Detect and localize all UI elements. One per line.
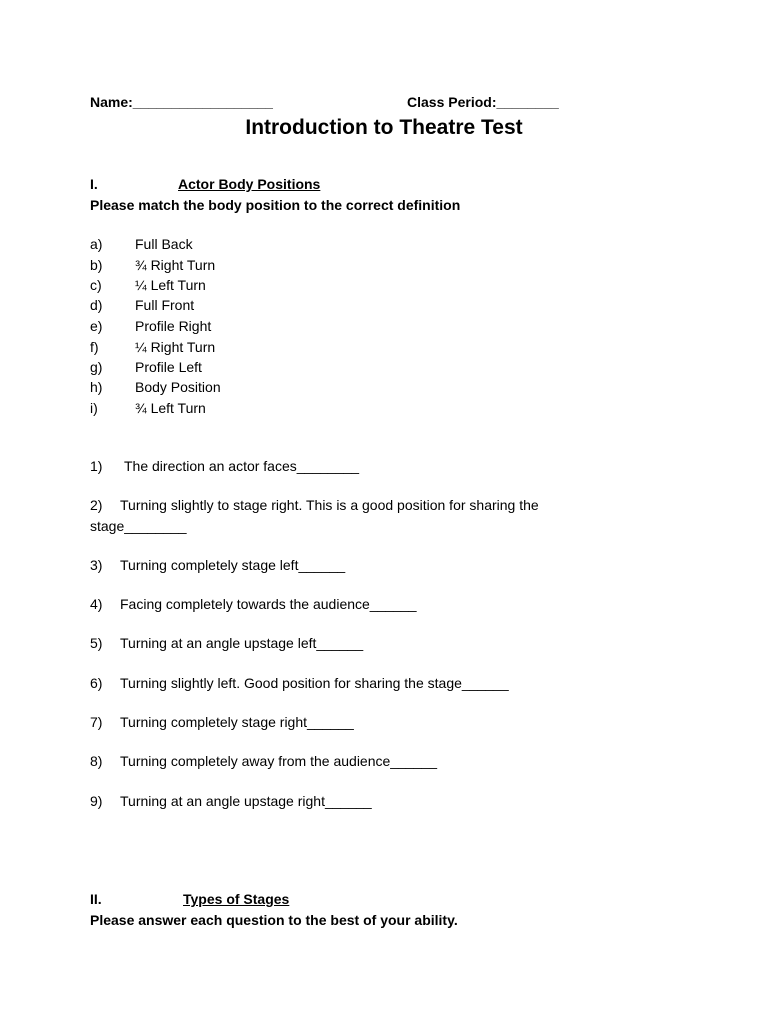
question-text: Facing completely towards the audience______ — [120, 596, 417, 612]
question-number: 7) — [90, 714, 103, 730]
section-1-instructions: Please match the body position to the correct definition — [90, 197, 461, 213]
option-letter: g) — [90, 359, 103, 375]
section-2-instructions: Please answer each question to the best of your ability. — [90, 912, 458, 928]
question-number: 8) — [90, 753, 103, 769]
question-text: Turning at an angle upstage left______ — [120, 635, 364, 651]
section-1-numeral: I. — [90, 176, 98, 192]
question-number: 6) — [90, 675, 103, 691]
option-letter: e) — [90, 318, 103, 334]
option-text: ¾ Right Turn — [135, 257, 216, 273]
question-text: Turning completely stage left______ — [120, 557, 346, 573]
option-text: ¾ Left Turn — [135, 400, 206, 416]
option-text: Profile Right — [135, 318, 212, 334]
class-period-field-label: Class Period:________ — [407, 94, 559, 110]
option-text: Full Back — [135, 236, 193, 252]
question-number: 3) — [90, 557, 103, 573]
option-letter: b) — [90, 257, 103, 273]
question-text: Turning at an angle upstage right______ — [120, 793, 372, 809]
section-2-heading: Types of Stages — [183, 891, 290, 907]
option-letter: c) — [90, 277, 102, 293]
option-text: Full Front — [135, 297, 195, 313]
option-text: ¼ Left Turn — [135, 277, 206, 293]
question-text: Turning completely away from the audience______ — [120, 753, 438, 769]
question-text: The direction an actor faces________ — [124, 458, 360, 474]
option-letter: h) — [90, 379, 103, 395]
question-number: 2) — [90, 497, 103, 513]
question-text-continued: stage________ — [90, 518, 187, 534]
option-letter: f) — [90, 339, 99, 355]
option-letter: d) — [90, 297, 103, 313]
option-letter: i) — [90, 400, 98, 416]
option-text: Profile Left — [135, 359, 202, 375]
option-text: ¼ Right Turn — [135, 339, 216, 355]
question-number: 4) — [90, 596, 103, 612]
question-number: 9) — [90, 793, 103, 809]
question-text: Turning slightly to stage right. This is a good position for sharing the — [120, 497, 539, 513]
question-number: 1) — [90, 458, 103, 474]
page-title: Introduction to Theatre Test — [245, 116, 523, 139]
name-field-label: Name:__________________ — [90, 94, 273, 110]
option-text: Body Position — [135, 379, 221, 395]
section-2-numeral: II. — [90, 891, 102, 907]
question-text: Turning completely stage right______ — [120, 714, 354, 730]
option-letter: a) — [90, 236, 103, 252]
section-1-heading: Actor Body Positions — [178, 176, 321, 192]
question-number: 5) — [90, 635, 103, 651]
question-text: Turning slightly left. Good position for sharing the stage______ — [120, 675, 509, 691]
